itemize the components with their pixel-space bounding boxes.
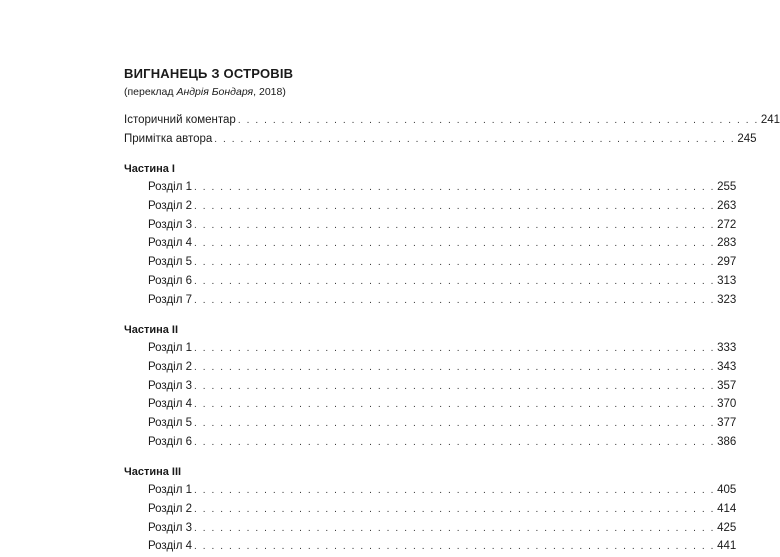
chapter-label: Розділ 1 bbox=[148, 342, 193, 355]
chapter-entry[interactable] bbox=[124, 500, 737, 519]
part-chapters bbox=[124, 339, 737, 451]
chapter-entry[interactable] bbox=[124, 414, 737, 433]
chapter-label: Розділ 3 bbox=[148, 379, 193, 392]
part-heading: Частина III bbox=[124, 466, 182, 479]
chapter-page: 333 bbox=[717, 342, 737, 355]
chapter-label: Розділ 5 bbox=[148, 416, 193, 429]
chapter-label: Розділ 4 bbox=[148, 398, 193, 411]
toc-entry[interactable] bbox=[124, 130, 757, 149]
dot-leader bbox=[194, 415, 715, 434]
dot-leader bbox=[194, 396, 715, 415]
chapter-page: 377 bbox=[717, 416, 737, 429]
translation-note-suffix: , 2018) bbox=[253, 86, 286, 98]
chapter-entry[interactable] bbox=[124, 395, 737, 414]
chapter-label: Розділ 7 bbox=[148, 293, 193, 306]
chapter-entry[interactable] bbox=[124, 433, 737, 452]
dot-leader bbox=[194, 501, 715, 520]
chapter-label: Розділ 4 bbox=[148, 237, 193, 250]
dot-leader bbox=[194, 340, 715, 359]
dot-leader bbox=[214, 131, 735, 150]
dot-leader bbox=[194, 359, 715, 378]
toc-entry-page: 241 bbox=[760, 114, 780, 126]
toc-entry-page: 245 bbox=[737, 132, 757, 145]
chapter-label: Розділ 1 bbox=[148, 484, 193, 497]
translation-note bbox=[124, 85, 372, 99]
chapter-entry[interactable] bbox=[124, 358, 737, 377]
translation-note-prefix: (переклад bbox=[124, 86, 177, 98]
part-heading: Частина II bbox=[124, 324, 179, 337]
chapter-page: 323 bbox=[717, 293, 737, 306]
chapter-entry[interactable] bbox=[124, 197, 737, 216]
toc-entry[interactable] bbox=[124, 111, 780, 130]
chapter-entry[interactable] bbox=[124, 291, 737, 310]
dot-leader bbox=[194, 254, 715, 273]
chapter-page: 425 bbox=[717, 521, 737, 534]
part-chapters bbox=[124, 481, 737, 556]
dot-leader bbox=[194, 538, 715, 557]
part-chapters bbox=[124, 178, 737, 309]
chapter-page: 441 bbox=[717, 540, 737, 553]
toc-entry-label: Історичний коментар bbox=[124, 114, 236, 126]
toc-entry-label: Примітка автора bbox=[124, 132, 213, 145]
dot-leader bbox=[238, 112, 759, 131]
chapter-page: 405 bbox=[717, 484, 737, 497]
chapter-entry[interactable] bbox=[124, 537, 737, 556]
chapter-entry[interactable] bbox=[124, 272, 737, 291]
chapter-entry[interactable] bbox=[124, 339, 737, 358]
part-heading: Частина I bbox=[124, 163, 175, 176]
chapter-page: 357 bbox=[717, 379, 737, 392]
chapter-entry[interactable] bbox=[124, 377, 737, 396]
chapter-page: 370 bbox=[717, 398, 737, 411]
chapter-label: Розділ 3 bbox=[148, 218, 193, 231]
table-of-contents bbox=[124, 66, 780, 556]
dot-leader bbox=[194, 198, 715, 217]
chapter-label: Розділ 2 bbox=[148, 503, 193, 515]
chapter-label: Розділ 2 bbox=[148, 360, 193, 373]
book-title: ВИГНАНЕЦЬ З ОСТРОВІВ bbox=[124, 66, 294, 81]
chapter-entry[interactable] bbox=[124, 234, 737, 253]
dot-leader bbox=[194, 520, 715, 539]
chapter-label: Розділ 1 bbox=[148, 181, 193, 194]
chapter-label: Розділ 6 bbox=[148, 435, 193, 448]
chapter-label: Розділ 3 bbox=[148, 521, 193, 534]
chapter-page: 272 bbox=[717, 218, 737, 231]
dot-leader bbox=[194, 292, 715, 311]
chapter-entry[interactable] bbox=[124, 253, 737, 272]
chapter-entry[interactable] bbox=[124, 216, 737, 235]
chapter-page: 414 bbox=[717, 503, 737, 515]
chapter-entry[interactable] bbox=[124, 178, 737, 197]
chapter-page: 283 bbox=[717, 237, 737, 250]
chapter-page: 255 bbox=[717, 181, 737, 194]
dot-leader bbox=[194, 273, 715, 292]
chapter-page: 386 bbox=[717, 435, 737, 448]
chapter-entry[interactable] bbox=[124, 481, 737, 500]
dot-leader bbox=[194, 235, 715, 254]
translator-name: Андрія Бондаря bbox=[176, 86, 254, 98]
dot-leader bbox=[194, 378, 715, 397]
dot-leader bbox=[194, 179, 715, 198]
front-entries bbox=[124, 111, 780, 148]
chapter-page: 343 bbox=[717, 360, 737, 373]
dot-leader bbox=[194, 434, 715, 453]
chapter-entry[interactable] bbox=[124, 519, 737, 538]
chapter-page: 297 bbox=[717, 256, 737, 269]
chapter-label: Розділ 4 bbox=[148, 540, 193, 553]
dot-leader bbox=[194, 217, 715, 236]
chapter-page: 263 bbox=[717, 200, 737, 213]
dot-leader bbox=[194, 482, 715, 501]
chapter-label: Розділ 5 bbox=[148, 256, 193, 269]
chapter-page: 313 bbox=[717, 274, 737, 287]
chapter-label: Розділ 2 bbox=[148, 200, 193, 213]
chapter-label: Розділ 6 bbox=[148, 274, 193, 287]
